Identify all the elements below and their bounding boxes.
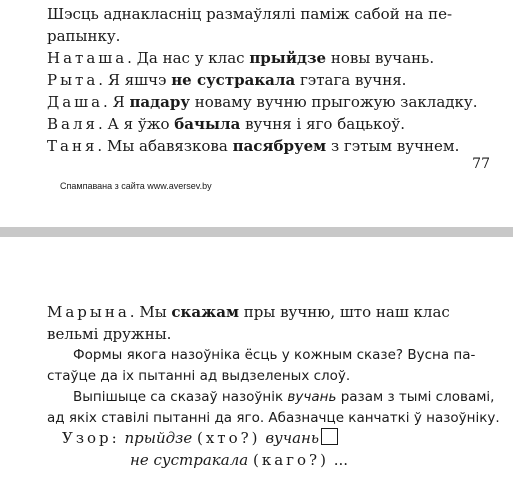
source-link[interactable]: Спампавана з сайта www.aversev.by <box>60 181 212 191</box>
maryna-line: Марына. Мы скажам пры вучню, што наш клас вельмі дружны. <box>47 303 450 343</box>
task-text: Формы якога назоўніка ёсць у кожным сказе? Вусна па- стаўце да іх пытанні ад выдзеленых слоў. Выпішыце са сказаў назоўнік вучань разам з тымі словамі, ад якіх ставілі пытанні да яго. Абазначце канчаткі ў назоўніку. <box>47 347 500 426</box>
intro-text: Шэсць аднакласніц размаўлялі паміж сабой на пе- рапынку. <box>47 5 453 45</box>
dialogue <box>47 47 497 157</box>
dialogue-line: Даша. Я падару новаму вучню прыгожую закладку. <box>47 93 478 111</box>
dialogue-line: Таня. Мы абавязкова пасябруем з гэтым вучнем. <box>47 137 460 155</box>
dialogue-line: Валя. А я ўжо бачыла вучня і яго бацькоў. <box>47 115 405 133</box>
top-page <box>0 0 513 227</box>
page-number: 77 <box>472 156 490 172</box>
ending-box-icon <box>321 428 338 445</box>
bottom-page <box>0 237 513 480</box>
page-separator <box>0 227 513 237</box>
dialogue-line: Рыта. Я яшчэ не сустракала гэтага вучня. <box>47 71 407 89</box>
sample-label: Узор: <box>62 429 120 447</box>
dialogue-line: Наташа. Да нас у клас прыйдзе новы вучань. <box>47 49 435 67</box>
sample-block: Узор: прыйдзе (хто?) вучань не сустракала (каго?) ... <box>62 429 349 469</box>
